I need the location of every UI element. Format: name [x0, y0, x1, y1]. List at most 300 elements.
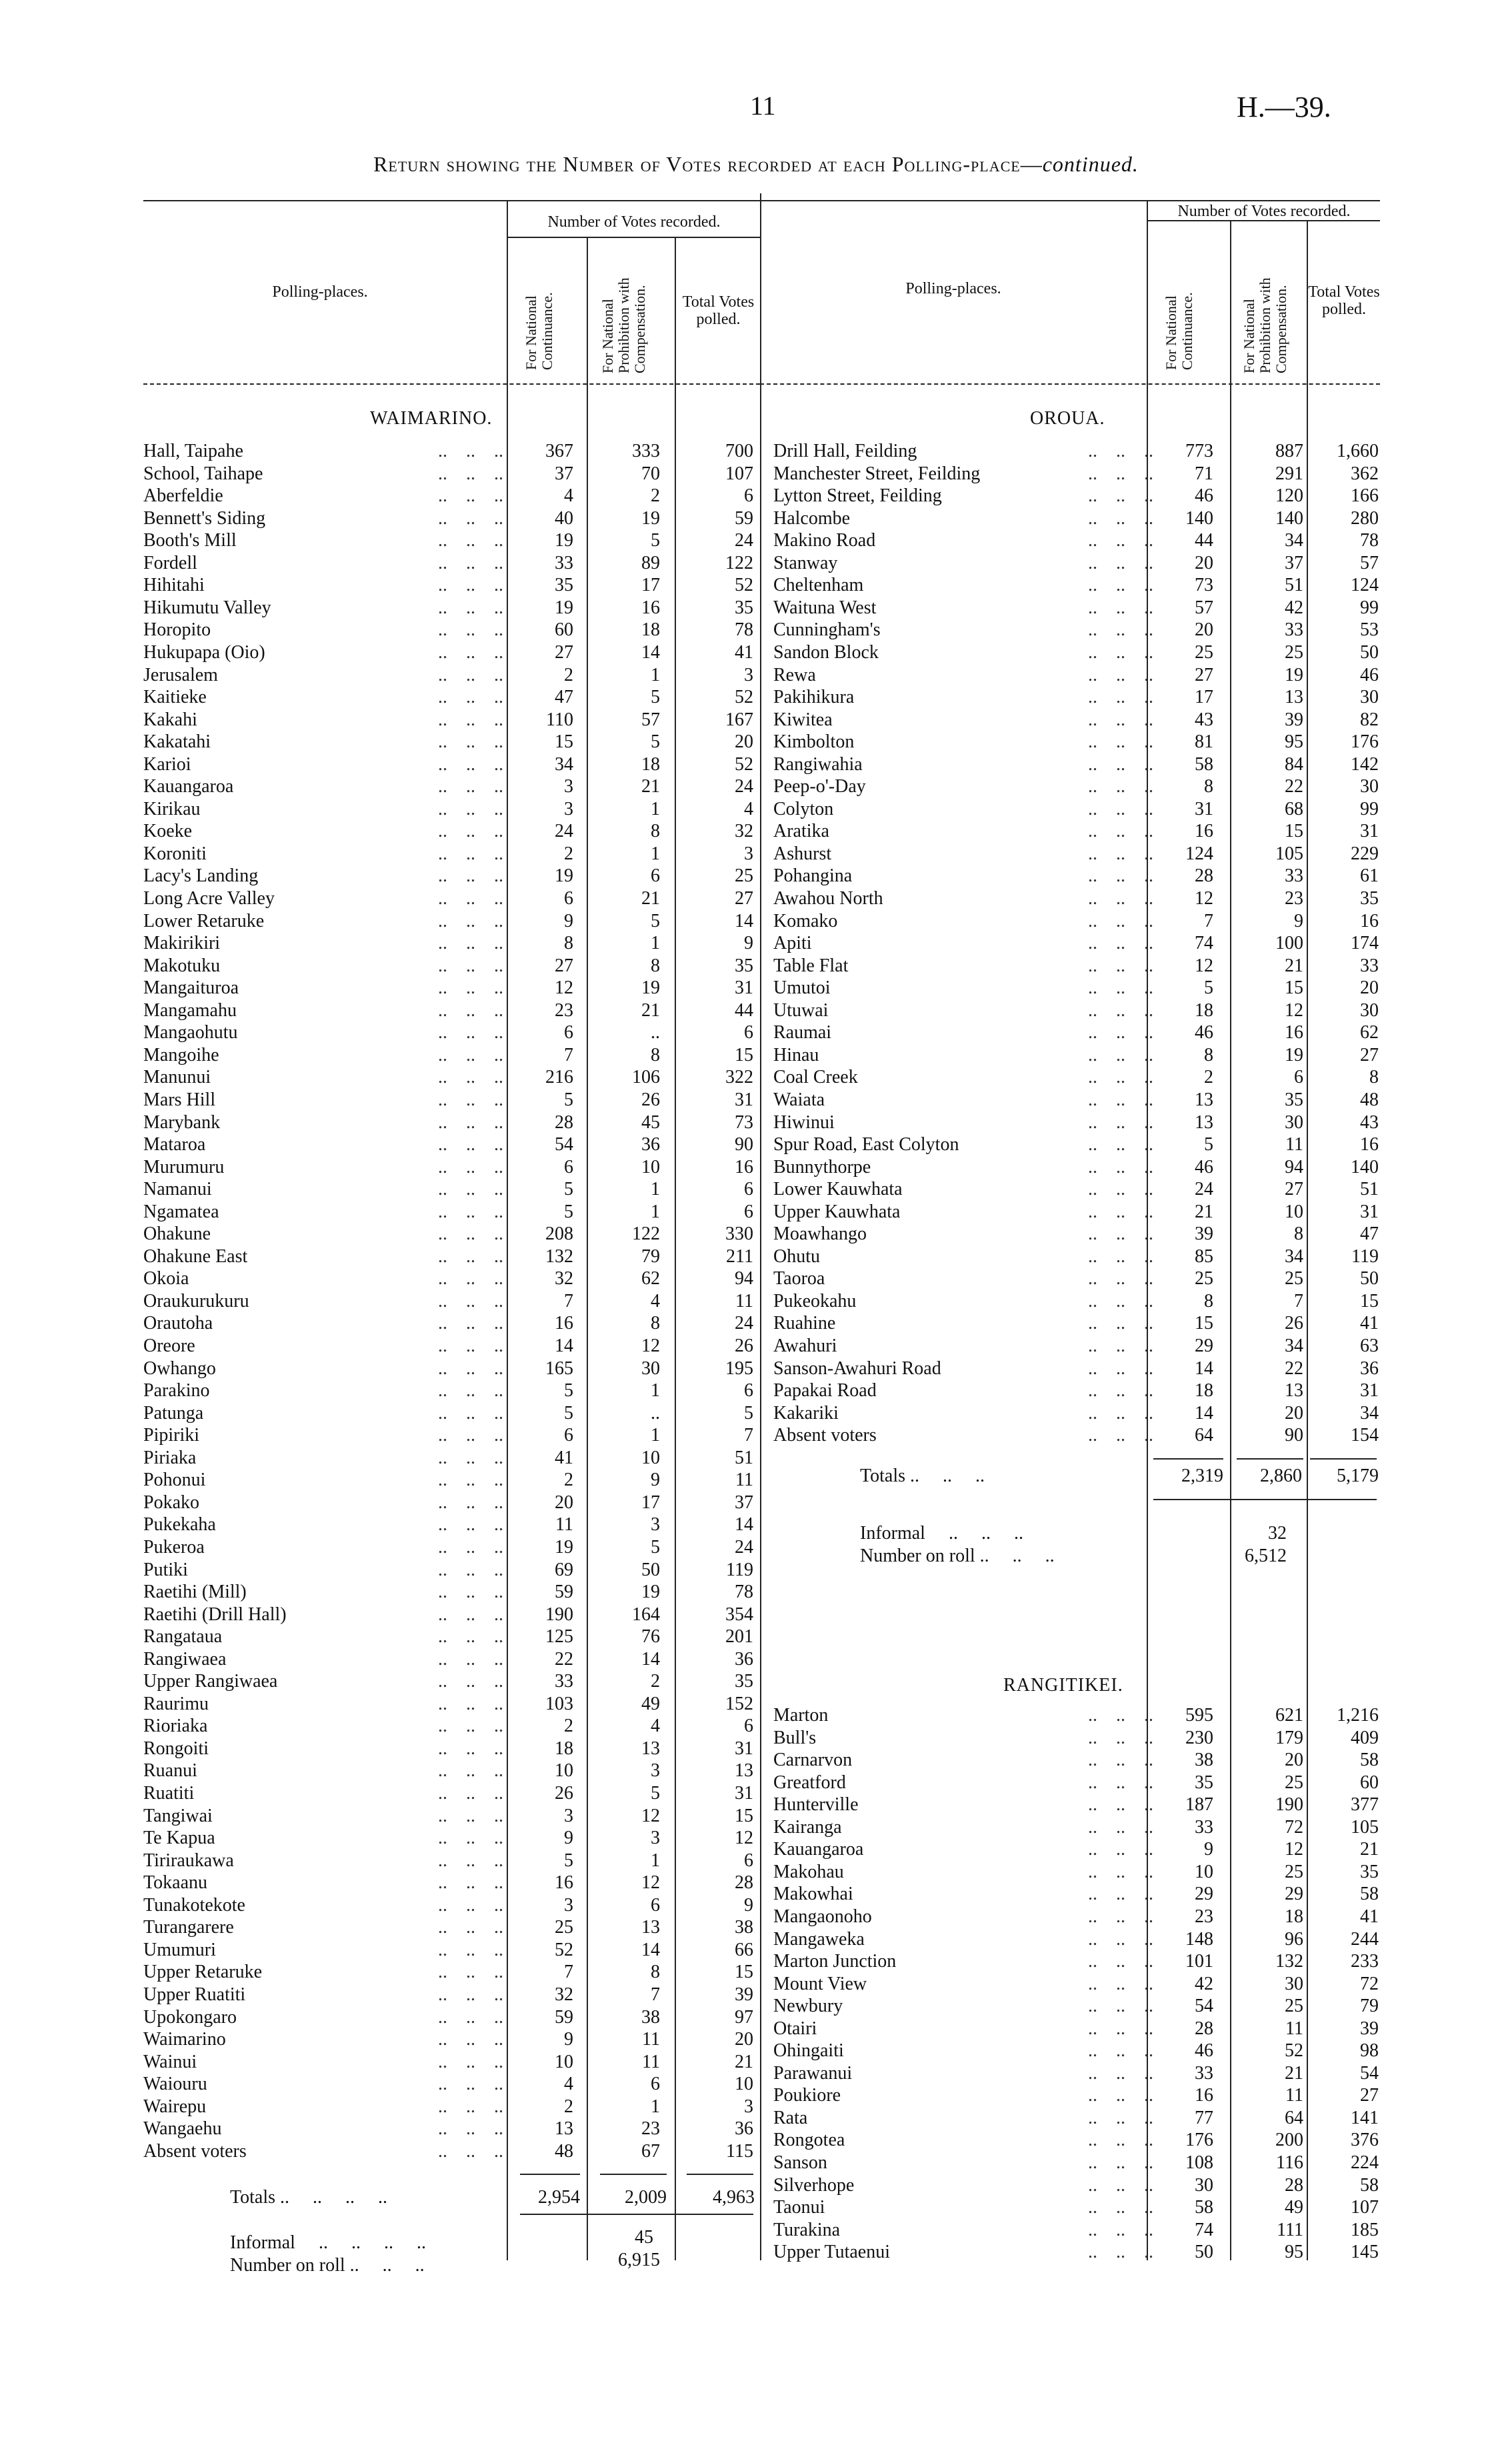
- polling-place-name: Papakai Road: [773, 1380, 877, 1402]
- waimarino-row: [143, 2051, 757, 2074]
- votes-total: 154: [1351, 1425, 1379, 1446]
- votes-total: 30: [1360, 999, 1379, 1021]
- rangitikei-row: [773, 1749, 1380, 1772]
- left-header-polling-places: Polling-places.: [272, 283, 368, 301]
- waimarino-row: [143, 775, 757, 798]
- oroua-totals-bottom-rule: [1153, 1499, 1377, 1500]
- leader-dots: .. .. ..: [438, 843, 503, 864]
- votes-total: 36: [1360, 1358, 1379, 1379]
- votes-total: 119: [1351, 1246, 1379, 1267]
- polling-place-name: Rewa: [773, 664, 816, 685]
- oroua-row: [773, 999, 1380, 1022]
- votes-total: 62: [1360, 1022, 1379, 1043]
- leader-dots: .. .. ..: [438, 1067, 503, 1088]
- votes-total: 51: [1360, 1179, 1379, 1200]
- votes-total: 6: [744, 1201, 753, 1222]
- votes-prohibition: 887: [1275, 441, 1303, 461]
- polling-place-name: Hikumutu Valley: [143, 597, 271, 618]
- leader-dots: .. .. ..: [1088, 1705, 1153, 1726]
- votes-prohibition: 13: [641, 1738, 660, 1759]
- leader-dots: .. .. ..: [438, 1559, 503, 1580]
- votes-total: 3: [744, 2096, 753, 2117]
- votes-continuance: 42: [1195, 1973, 1213, 1994]
- waimarino-row: [143, 463, 757, 485]
- votes-total: 46: [1360, 664, 1379, 685]
- leader-dots: .. .. ..: [438, 2096, 503, 2117]
- votes-total: 39: [735, 1984, 753, 2005]
- leader-dots: .. .. ..: [1088, 1750, 1153, 1771]
- votes-prohibition: 39: [1285, 709, 1303, 730]
- polling-place-name: Rongotea: [773, 2130, 845, 2151]
- votes-prohibition: 106: [632, 1067, 660, 1088]
- leader-dots: .. .. ..: [438, 1089, 503, 1110]
- votes-prohibition: 90: [1285, 1425, 1303, 1446]
- votes-continuance: 13: [1195, 1111, 1213, 1133]
- rangitikei-row: [773, 2241, 1380, 2264]
- waimarino-row: [143, 664, 757, 687]
- waimarino-row: [143, 1246, 757, 1268]
- polling-place-name: Upper Rangiwaea: [143, 1671, 278, 1692]
- oroua-row: [773, 1424, 1380, 1447]
- polling-place-name: Ruahine: [773, 1313, 836, 1334]
- oroua-row: [773, 1223, 1380, 1246]
- polling-place-name: Lower Kauwhata: [773, 1179, 903, 1200]
- polling-place-name: Hunterville: [773, 1794, 859, 1816]
- oroua-row: [773, 1380, 1380, 1402]
- votes-prohibition: 14: [641, 1939, 660, 1960]
- votes-prohibition: 11: [1285, 2018, 1303, 2039]
- votes-total: 31: [1360, 821, 1379, 842]
- votes-prohibition: 34: [1285, 1246, 1303, 1267]
- votes-prohibition: 34: [1285, 1336, 1303, 1356]
- leader-dots: .. .. ..: [438, 1760, 503, 1782]
- oroua-row: [773, 1312, 1380, 1335]
- votes-continuance: 39: [1195, 1223, 1213, 1245]
- votes-total: 48: [1360, 1089, 1379, 1110]
- votes-total: 6: [744, 1022, 753, 1043]
- waimarino-row: [143, 2006, 757, 2029]
- votes-prohibition: 50: [641, 1559, 660, 1580]
- polling-place-name: Waiouru: [143, 2074, 207, 2095]
- votes-continuance: 2: [1204, 1067, 1213, 1088]
- votes-continuance: 28: [555, 1111, 573, 1133]
- votes-continuance: 20: [555, 1492, 573, 1513]
- votes-continuance: 47: [555, 687, 573, 708]
- leader-dots: .. .. ..: [1088, 1156, 1153, 1177]
- votes-prohibition: 70: [641, 463, 660, 484]
- votes-prohibition: 122: [632, 1223, 660, 1245]
- waimarino-row: [143, 1380, 757, 1402]
- votes-prohibition: 100: [1275, 933, 1303, 954]
- votes-prohibition: 8: [651, 1962, 660, 1983]
- polling-place-name: Carnarvon: [773, 1750, 853, 1771]
- votes-continuance: 58: [1195, 753, 1213, 775]
- votes-prohibition: 17: [641, 575, 660, 596]
- polling-place-name: Marton Junction: [773, 1951, 897, 1972]
- center-divider: [760, 193, 761, 2260]
- oroua-row: [773, 686, 1380, 709]
- oroua-row: [773, 798, 1380, 821]
- page-number: 11: [750, 91, 776, 121]
- votes-total: 27: [735, 888, 753, 909]
- votes-continuance: 108: [1185, 2152, 1213, 2173]
- votes-total: 31: [735, 1738, 753, 1759]
- votes-prohibition: 14: [641, 1648, 660, 1670]
- votes-continuance: 5: [1204, 1134, 1213, 1155]
- polling-place-name: Waiata: [773, 1089, 825, 1110]
- votes-total: 31: [735, 1089, 753, 1110]
- votes-prohibition: 105: [1275, 843, 1303, 864]
- votes-prohibition: 26: [1285, 1313, 1303, 1334]
- votes-prohibition: 35: [1285, 1089, 1303, 1110]
- left-header-top-rule: [143, 200, 760, 201]
- waimarino-row: [143, 574, 757, 597]
- votes-total: 25: [735, 865, 753, 887]
- votes-prohibition: 15: [1285, 977, 1303, 999]
- oroua-row: [773, 529, 1380, 552]
- votes-prohibition: 5: [651, 530, 660, 551]
- oroua-row: [773, 507, 1380, 530]
- oroua-totals-label: Totals .. .. ..: [860, 1466, 985, 1486]
- leader-dots: .. .. ..: [1088, 1996, 1153, 2017]
- votes-prohibition: 30: [641, 1358, 660, 1379]
- polling-place-name: Murumuru: [143, 1156, 225, 1177]
- polling-place-name: Ruatiti: [143, 1783, 195, 1804]
- polling-place-name: Coal Creek: [773, 1067, 858, 1088]
- leader-dots: .. .. ..: [1088, 776, 1153, 797]
- votes-prohibition: 27: [1285, 1179, 1303, 1200]
- votes-total: 224: [1351, 2152, 1379, 2173]
- votes-continuance: 23: [1195, 1906, 1213, 1927]
- right-header-col3: Total Votes polled.: [1308, 283, 1380, 318]
- polling-place-name: Patunga: [143, 1402, 204, 1424]
- votes-prohibition: 21: [641, 888, 660, 909]
- polling-place-name: Piriaka: [143, 1447, 197, 1468]
- section-oroua: OROUA.: [1030, 408, 1105, 429]
- oroua-row: [773, 731, 1380, 753]
- oroua-roll-value: 6,512: [1245, 1546, 1287, 1566]
- waimarino-row: [143, 1604, 757, 1626]
- polling-place-name: Makohau: [773, 1861, 844, 1882]
- votes-continuance: 14: [1195, 1358, 1213, 1379]
- leader-dots: .. .. ..: [1088, 687, 1153, 708]
- polling-place-name: Upper Ruatiti: [143, 1984, 246, 2005]
- votes-total: 52: [735, 687, 753, 708]
- votes-total: 41: [1360, 1906, 1379, 1927]
- leader-dots: .. .. ..: [1088, 641, 1153, 663]
- leader-dots: .. .. ..: [438, 977, 503, 999]
- votes-prohibition: 25: [1285, 641, 1303, 663]
- leader-dots: .. .. ..: [1088, 1402, 1153, 1424]
- votes-prohibition: 68: [1285, 798, 1303, 819]
- leader-dots: .. .. ..: [1088, 485, 1153, 507]
- oroua-row: [773, 552, 1380, 575]
- leader-dots: .. .. ..: [438, 1246, 503, 1267]
- polling-place-name: Sanson: [773, 2152, 827, 2173]
- votes-continuance: 5: [564, 1179, 573, 1200]
- votes-total: 20: [735, 731, 753, 753]
- votes-total: 409: [1351, 1727, 1379, 1748]
- votes-prohibition: 4: [651, 1716, 660, 1737]
- votes-prohibition: 11: [642, 2029, 660, 2050]
- polling-place-name: Marton: [773, 1705, 829, 1726]
- oroua-row: [773, 574, 1380, 597]
- leader-dots: .. .. ..: [1088, 619, 1153, 641]
- leader-dots: .. .. ..: [1088, 1839, 1153, 1860]
- votes-continuance: 208: [545, 1223, 573, 1245]
- waimarino-row: [143, 1939, 757, 1962]
- votes-continuance: 25: [1195, 1268, 1213, 1290]
- votes-continuance: 46: [1195, 2040, 1213, 2062]
- votes-prohibition: 25: [1285, 1268, 1303, 1290]
- oroua-row: [773, 1201, 1380, 1223]
- oroua-row: [773, 1246, 1380, 1268]
- votes-continuance: 17: [1195, 687, 1213, 708]
- votes-continuance: 69: [555, 1559, 573, 1580]
- votes-continuance: 3: [564, 1894, 573, 1916]
- votes-continuance: 43: [1195, 709, 1213, 730]
- polling-place-name: Manchester Street, Feilding: [773, 463, 981, 484]
- votes-total: 41: [1360, 1313, 1379, 1334]
- votes-prohibition: 3: [651, 1514, 660, 1536]
- polling-place-name: Sandon Block: [773, 641, 879, 663]
- rangitikei-row: [773, 1861, 1380, 1884]
- votes-continuance: 7: [564, 1290, 573, 1312]
- polling-place-name: Rangiwaea: [143, 1648, 227, 1670]
- polling-place-name: Ohakune: [143, 1223, 211, 1245]
- polling-place-name: Mangaonoho: [773, 1906, 872, 1927]
- rangitikei-row: [773, 1995, 1380, 2018]
- waimarino-row: [143, 1872, 757, 1894]
- waimarino-row: [143, 1111, 757, 1134]
- votes-prohibition: 12: [1285, 999, 1303, 1021]
- leader-dots: .. .. ..: [438, 955, 503, 976]
- rangitikei-row: [773, 2196, 1380, 2219]
- votes-prohibition: 62: [641, 1268, 660, 1290]
- polling-place-name: Mangoihe: [143, 1044, 219, 1065]
- votes-total: 30: [1360, 687, 1379, 708]
- votes-continuance: 7: [564, 1962, 573, 1983]
- votes-prohibition: 19: [641, 1582, 660, 1603]
- polling-place-name: Taonui: [773, 2197, 825, 2218]
- leader-dots: .. .. ..: [438, 2029, 503, 2050]
- votes-total: 99: [1360, 798, 1379, 819]
- rangitikei-row: [773, 2040, 1380, 2062]
- votes-continuance: 14: [1195, 1402, 1213, 1424]
- waimarino-row: [143, 1312, 757, 1335]
- waimarino-row: [143, 440, 757, 463]
- polling-place-name: Putiki: [143, 1559, 188, 1580]
- polling-place-name: Rioriaka: [143, 1716, 208, 1737]
- votes-prohibition: 8: [651, 955, 660, 976]
- oroua-informal-label: Informal .. .. ..: [860, 1523, 1023, 1544]
- votes-total: 30: [1360, 776, 1379, 797]
- polling-place-name: Tiriraukawa: [143, 1850, 234, 1871]
- oroua-row: [773, 1178, 1380, 1201]
- votes-continuance: 5: [564, 1201, 573, 1222]
- votes-continuance: 33: [1195, 1816, 1213, 1838]
- leader-dots: .. .. ..: [1088, 1111, 1153, 1133]
- polling-place-name: Kakahi: [143, 709, 197, 730]
- votes-total: 50: [1360, 1268, 1379, 1290]
- waimarino-total-continuance: 2,954: [538, 2187, 580, 2208]
- votes-prohibition: 23: [1285, 888, 1303, 909]
- leader-dots: .. .. ..: [1088, 1973, 1153, 1994]
- leader-dots: .. .. ..: [1088, 2197, 1153, 2218]
- leader-dots: .. .. ..: [438, 1783, 503, 1804]
- votes-continuance: 5: [564, 1380, 573, 1402]
- votes-total: 362: [1351, 463, 1379, 484]
- votes-total: 376: [1351, 2130, 1379, 2151]
- votes-total: 35: [735, 1671, 753, 1692]
- votes-prohibition: 25: [1285, 1861, 1303, 1882]
- oroua-row: [773, 977, 1380, 999]
- votes-continuance: 81: [1195, 731, 1213, 753]
- votes-continuance: 5: [564, 1402, 573, 1424]
- leader-dots: .. .. ..: [1088, 1134, 1153, 1155]
- votes-continuance: 74: [1195, 2219, 1213, 2240]
- leader-dots: .. .. ..: [438, 1604, 503, 1625]
- waimarino-row: [143, 1492, 757, 1514]
- votes-total: 16: [1360, 1134, 1379, 1155]
- polling-place-name: Long Acre Valley: [143, 888, 275, 909]
- oroua-totals-rule-2: [1237, 1458, 1303, 1460]
- leader-dots: .. .. ..: [438, 731, 503, 753]
- votes-continuance: 64: [1195, 1425, 1213, 1446]
- polling-place-name: Newbury: [773, 1996, 843, 2017]
- leader-dots: .. .. ..: [438, 1582, 503, 1603]
- votes-prohibition: 1: [651, 1380, 660, 1402]
- votes-continuance: 41: [555, 1447, 573, 1468]
- leader-dots: .. .. ..: [438, 1447, 503, 1468]
- leader-dots: .. .. ..: [1088, 821, 1153, 842]
- votes-prohibition: 18: [641, 619, 660, 641]
- right-header-col2: For National Prohibition with Compensation.: [1241, 277, 1289, 373]
- polling-place-name: Tangiwai: [143, 1805, 213, 1826]
- votes-prohibition: 95: [1285, 731, 1303, 753]
- polling-place-name: Otairi: [773, 2018, 817, 2039]
- waimarino-row: [143, 1133, 757, 1156]
- leader-dots: .. .. ..: [438, 619, 503, 641]
- votes-prohibition: 5: [651, 687, 660, 708]
- votes-continuance: 187: [1185, 1794, 1213, 1816]
- votes-total: 97: [735, 2006, 753, 2028]
- leader-dots: .. .. ..: [1088, 1358, 1153, 1379]
- votes-total: 7: [744, 1425, 753, 1446]
- polling-place-name: Hukupapa (Oio): [143, 641, 265, 663]
- votes-continuance: 3: [564, 776, 573, 797]
- votes-total: 31: [1360, 1380, 1379, 1402]
- oroua-row: [773, 1111, 1380, 1134]
- waimarino-row: [143, 1178, 757, 1201]
- votes-continuance: 60: [555, 619, 573, 641]
- waimarino-informal-label-text: Informal: [230, 2232, 295, 2253]
- votes-prohibition: 12: [641, 1872, 660, 1894]
- polling-place-name: Pukeroa: [143, 1536, 205, 1558]
- oroua-row: [773, 485, 1380, 507]
- waimarino-row: [143, 597, 757, 619]
- rangitikei-row: [773, 1973, 1380, 1996]
- votes-continuance: 35: [555, 575, 573, 596]
- polling-place-name: Umutoi: [773, 977, 831, 999]
- leader-dots: .. .. ..: [438, 1022, 503, 1043]
- waimarino-row: [143, 1089, 757, 1111]
- leader-dots: .. .. ..: [1088, 977, 1153, 999]
- votes-total: 21: [1360, 1839, 1379, 1860]
- votes-continuance: 15: [555, 731, 573, 753]
- waimarino-row: [143, 1805, 757, 1828]
- leader-dots: .. .. ..: [438, 933, 503, 954]
- rangitikei-row: [773, 2084, 1380, 2107]
- oroua-totals-rule-3: [1310, 1458, 1377, 1460]
- votes-prohibition: ..: [651, 1402, 660, 1424]
- votes-prohibition: 4: [651, 1290, 660, 1312]
- votes-total: 16: [735, 1156, 753, 1177]
- votes-continuance: 27: [555, 641, 573, 663]
- votes-total: 229: [1351, 843, 1379, 864]
- votes-continuance: 54: [555, 1134, 573, 1155]
- waimarino-row: [143, 529, 757, 552]
- votes-prohibition: 22: [1285, 1358, 1303, 1379]
- votes-continuance: 18: [1195, 1380, 1213, 1402]
- votes-prohibition: 10: [641, 1447, 660, 1468]
- votes-prohibition: 1: [651, 798, 660, 819]
- votes-prohibition: 1: [651, 1425, 660, 1446]
- polling-place-name: Hinau: [773, 1044, 819, 1065]
- oroua-row: [773, 1290, 1380, 1313]
- votes-prohibition: 14: [641, 641, 660, 663]
- votes-total: 10: [735, 2074, 753, 2095]
- votes-total: 6: [744, 1179, 753, 1200]
- votes-continuance: 34: [555, 753, 573, 775]
- polling-place-name: Pukekaha: [143, 1514, 216, 1536]
- votes-prohibition: 57: [641, 709, 660, 730]
- polling-place-name: Pohonui: [143, 1470, 206, 1491]
- polling-place-name: Cheltenham: [773, 575, 864, 596]
- polling-place-name: Drill Hall, Feilding: [773, 441, 917, 461]
- votes-continuance: 2: [564, 2096, 573, 2117]
- votes-prohibition: 16: [1285, 1022, 1303, 1043]
- polling-place-name: Peep-o'-Day: [773, 776, 866, 797]
- waimarino-informal-value: 45: [635, 2227, 653, 2248]
- votes-total: 60: [1360, 1772, 1379, 1793]
- votes-total: 1,660: [1337, 441, 1379, 461]
- polling-place-name: Lacy's Landing: [143, 865, 259, 887]
- votes-prohibition: 25: [1285, 1996, 1303, 2017]
- votes-prohibition: 13: [641, 1917, 660, 1938]
- leader-dots: .. .. ..: [438, 1425, 503, 1446]
- leader-dots: .. .. ..: [1088, 2085, 1153, 2106]
- polling-place-name: Raumai: [773, 1022, 832, 1043]
- leader-dots: .. .. ..: [438, 1984, 503, 2005]
- leader-dots: .. .. ..: [1088, 507, 1153, 529]
- votes-total: 54: [1360, 2062, 1379, 2084]
- polling-place-name: Mataroa: [143, 1134, 206, 1155]
- leader-dots: .. .. ..: [1088, 1772, 1153, 1793]
- rangitikei-row: [773, 1906, 1380, 1928]
- votes-prohibition: 6: [651, 2074, 660, 2095]
- leader-dots: .. .. ..: [1088, 843, 1153, 864]
- votes-continuance: 50: [1195, 2242, 1213, 2263]
- polling-place-name: Table Flat: [773, 955, 849, 976]
- polling-place-name: Te Kapua: [143, 1828, 215, 1849]
- votes-prohibition: 7: [651, 1984, 660, 2005]
- waimarino-row: [143, 1648, 757, 1671]
- votes-continuance: 6: [564, 1425, 573, 1446]
- votes-total: 377: [1351, 1794, 1379, 1816]
- title-suffix: continued.: [1042, 152, 1139, 176]
- polling-place-name: Ohutu: [773, 1246, 820, 1267]
